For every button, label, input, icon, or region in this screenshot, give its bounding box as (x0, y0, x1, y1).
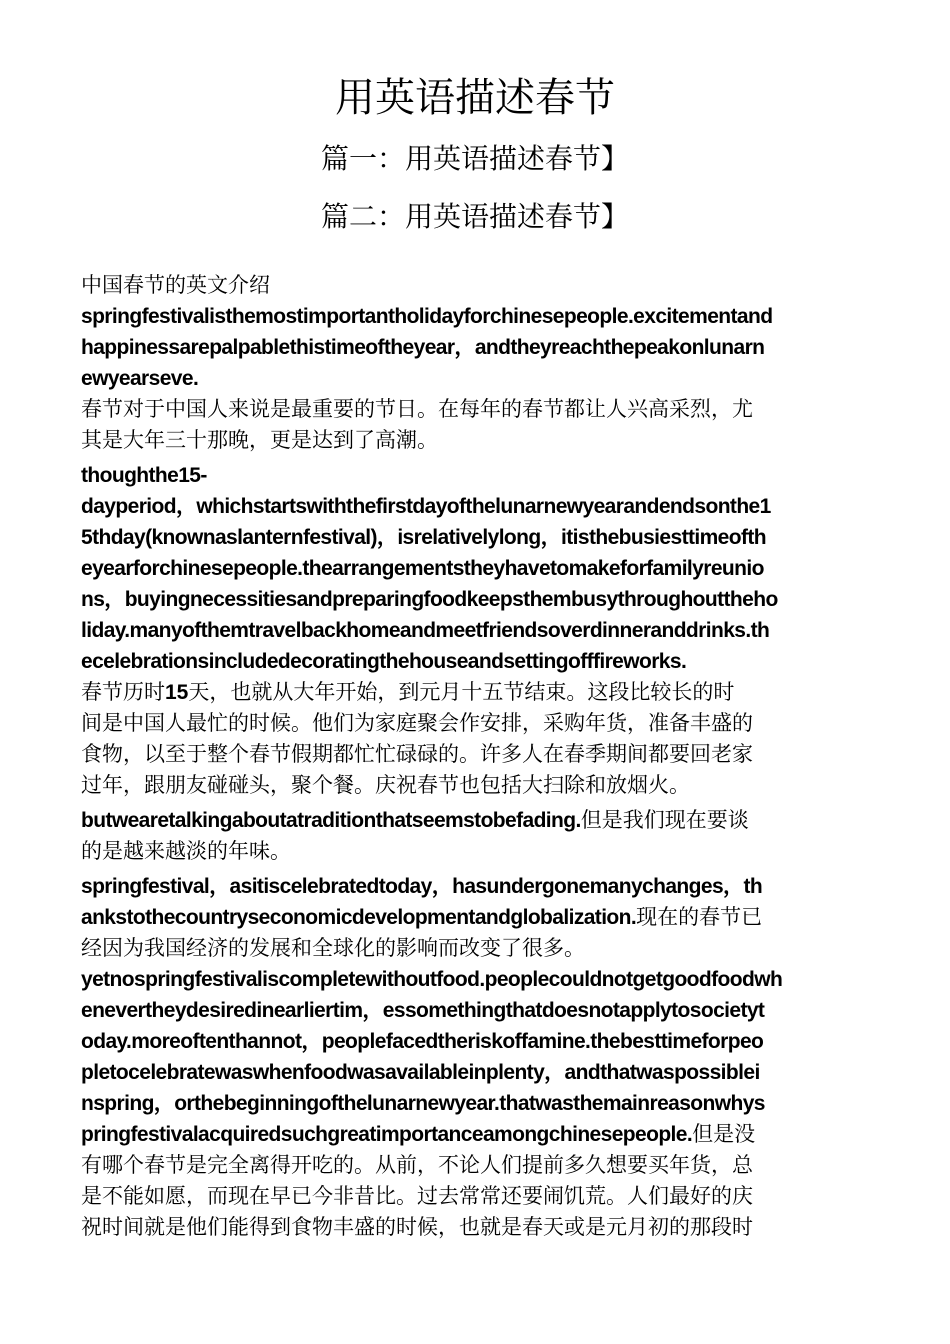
p5-en-text: pringfestivalacquiredsuchgreatimportanceamongchinesepeople. (81, 1123, 693, 1146)
p3-zh-line: 的是越来越淡的年味。 (81, 839, 291, 863)
p2-en-line: 5thday(knownaslanternfestival)，isrelativelylong，itisthebusiesttimeofth (81, 526, 766, 549)
p2-zh-line: 间是中国人最忙的时候。他们为家庭聚会作安排，采购年货，准备丰盛的 (81, 711, 753, 735)
p2-zh-line (81, 677, 876, 708)
p5-line (81, 1119, 876, 1150)
p5-zh-line: 是不能如愿，而现在早已今非昔比。过去常常还要闹饥荒。人们最好的庆 (81, 1184, 753, 1208)
p2-zh-text: 春节历时 (81, 680, 165, 704)
p2-en-line: liday.manyofthemtravelbackhomeandmeetfriendsoverdinneranddrinks.th (81, 619, 770, 642)
p4-zh-line: 经因为我国经济的发展和全球化的影响而改变了很多。 (81, 936, 585, 960)
p2-en-line: dayperiod，whichstartswiththefirstdayofthelunarnewyearandendsonthe1 (81, 495, 771, 518)
p4-en-text: ankstothecountryseconomicdevelopmentandglobalization. (81, 906, 637, 929)
p2-zh-number: 15 (165, 681, 189, 704)
p1-zh-line: 春节对于中国人来说是最重要的节日。在每年的春节都让人兴高采烈，尤 (81, 397, 753, 421)
p4-en-line: springfestival，asitiscelebratedtoday，hasundergonemanychanges，th (81, 875, 763, 898)
p5-en-line: oday.moreoftenthannot，peoplefacedtheriskoffamine.thebesttimeforpeo (81, 1030, 764, 1053)
subtitle-part-one: 篇一：用英语描述春节】 (320, 142, 629, 175)
p1-zh-line: 其是大年三十那晚，更是达到了高潮。 (81, 428, 438, 452)
p3-zh-text: 但是我们现在要谈 (580, 808, 749, 832)
p5-en-line: pletocelebratewaswhenfoodwasavailableinplenty，andthatwaspossiblei (81, 1061, 760, 1084)
document-title: 用英语描述春节 (335, 75, 615, 121)
p1-en-line: springfestivalisthemostimportantholidayforchinesepeople.excitementand (81, 305, 773, 328)
document-body (81, 270, 876, 1243)
p3-en-text: butwearetalkingaboutatraditionthatseemstobefading. (81, 809, 581, 832)
p5-zh-line: 有哪个春节是完全离得开吃的。从前，不论人们提前多久想要买年货，总 (81, 1153, 753, 1177)
section-heading: 中国春节的英文介绍 (81, 273, 270, 297)
p2-en-line: ecelebrationsincludedecoratingthehouseandsettingofffireworks. (81, 650, 687, 673)
p5-en-line: nspring，orthebeginningofthelunarnewyear.thatwasthemainreasonwhys (81, 1092, 765, 1115)
p2-zh-line: 过年，跟朋友碰碰头，聚个餐。庆祝春节也包括大扫除和放烟火。 (81, 773, 690, 797)
p5-en-line: enevertheydesiredinearliertim，essomethingthatdoesnotapplytosocietyt (81, 999, 765, 1022)
subtitle-part-two: 篇二：用英语描述春节】 (320, 200, 629, 233)
p4-zh-text: 现在的春节已 (636, 905, 763, 929)
p3-line (81, 805, 876, 836)
p2-en-line: thoughthe15- (81, 464, 207, 487)
p5-zh-text: 但是没 (692, 1122, 756, 1146)
p2-zh-text: 天，也就从大年开始，到元月十五节结束。这段比较长的时 (188, 680, 735, 704)
p1-en-line: happinessarepalpablethistimeoftheyear，andtheyreachthepeakonlunarn (81, 336, 765, 359)
p4-line (81, 902, 876, 933)
p1-en-line: ewyearseve. (81, 367, 199, 390)
p2-en-line: eyearforchinesepeople.thearrangementstheyhavetomakeforfamilyreunio (81, 557, 764, 580)
p5-en-line: yetnospringfestivaliscompletewithoutfood.peoplecouldnotgetgoodfoodwh (81, 968, 783, 991)
p2-zh-line: 食物，以至于整个春节假期都忙忙碌碌的。许多人在春季期间都要回老家 (81, 742, 753, 766)
p5-zh-line: 祝时间就是他们能得到食物丰盛的时候，也就是春天或是元月初的那段时 (81, 1215, 753, 1239)
p2-en-line: ns，buyingnecessitiesandpreparingfoodkeepsthembusythroughouttheho (81, 588, 778, 611)
